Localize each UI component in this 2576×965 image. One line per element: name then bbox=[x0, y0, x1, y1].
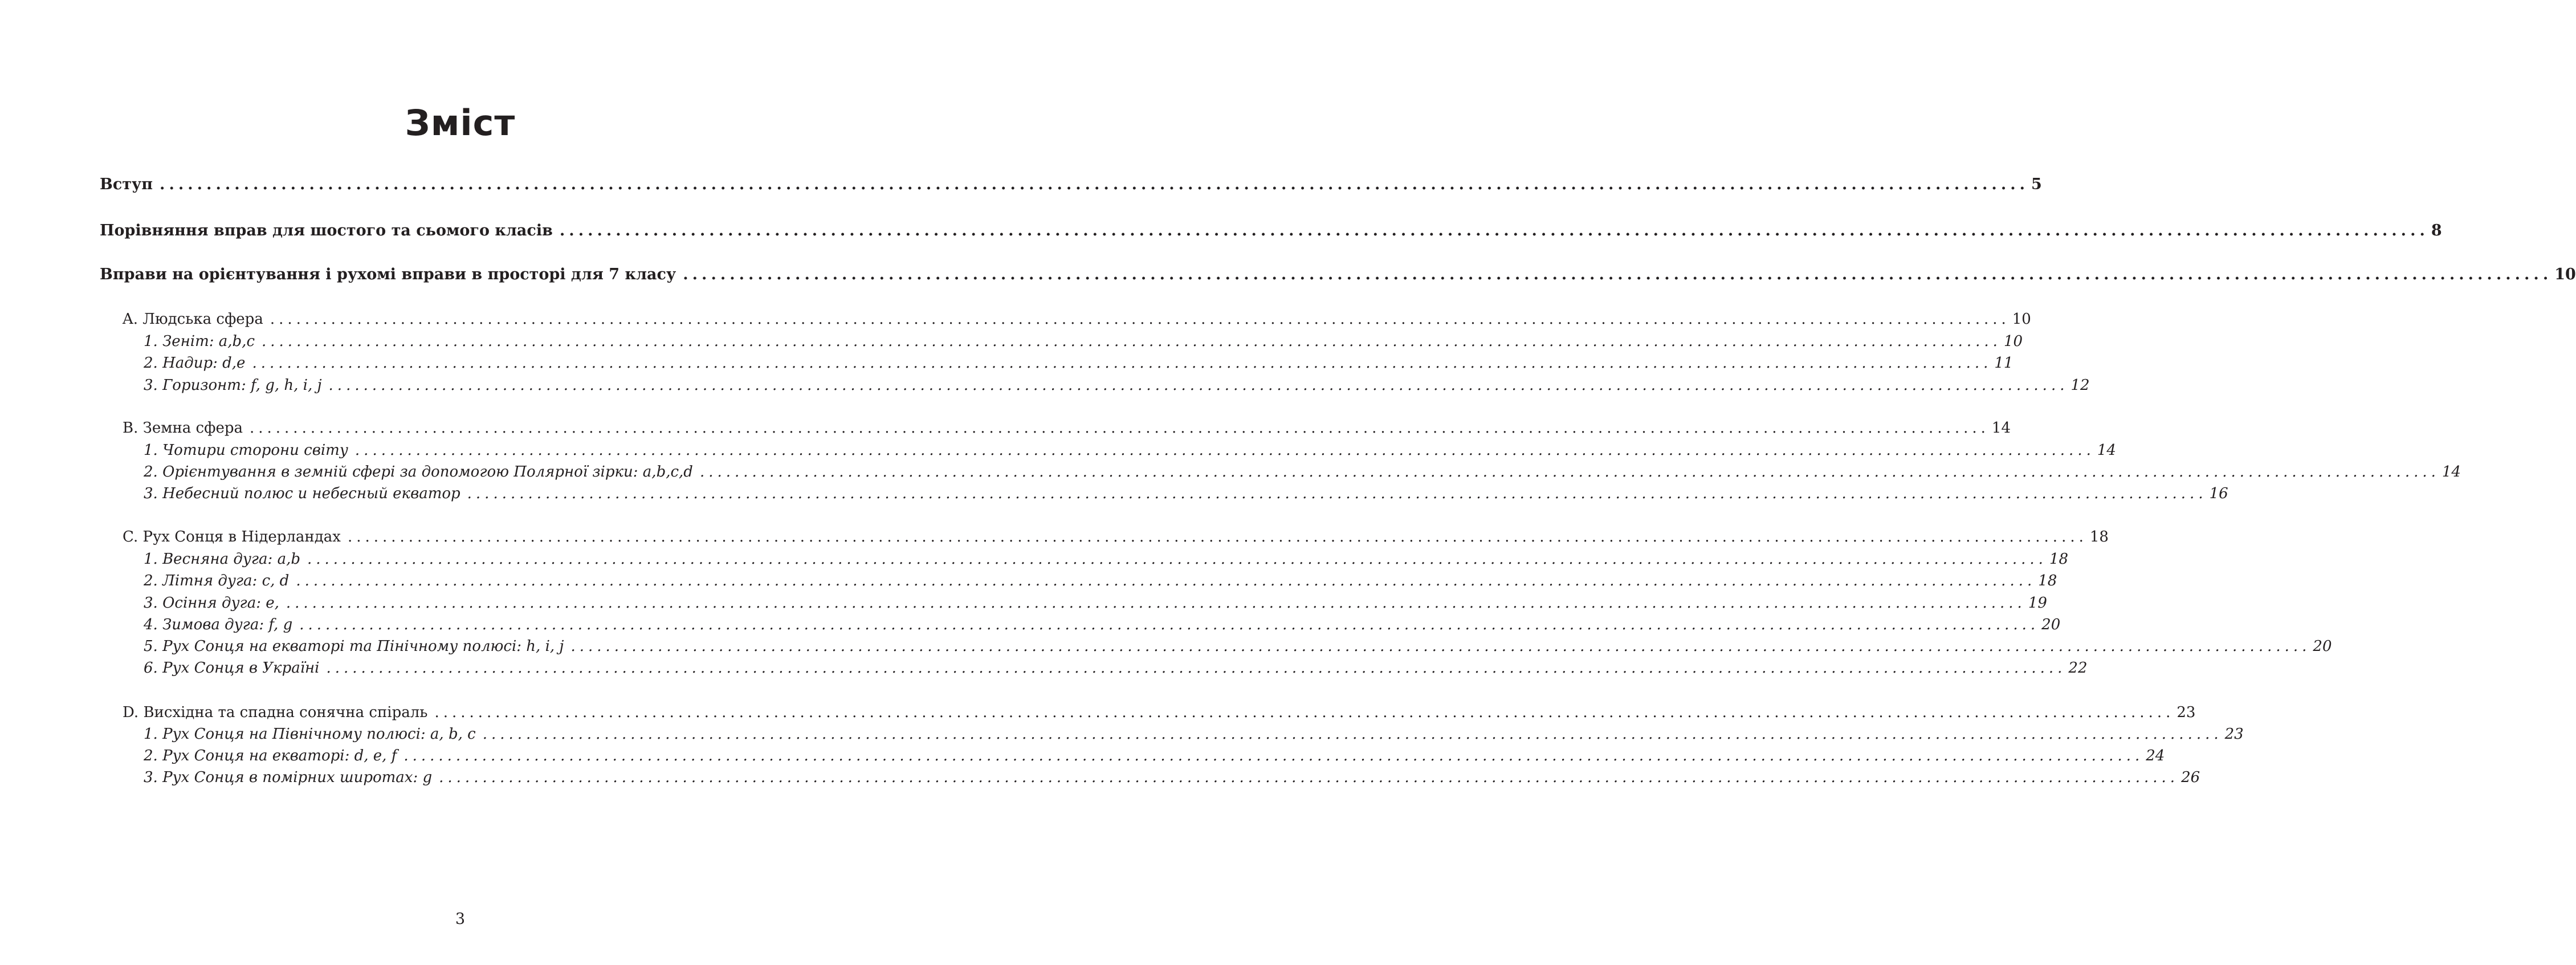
toc-entry-label: Вступ bbox=[100, 176, 153, 193]
toc-entry-page: 10 bbox=[2554, 266, 2576, 283]
leader-dots: ........................................................................................................................................................................................................ bbox=[252, 355, 1992, 372]
toc-section-c[interactable] bbox=[123, 528, 2109, 545]
leader-dots: ........................................................................................................................................................................................................ bbox=[467, 485, 2207, 502]
toc-entry-label: 2. Рух Сонця на екваторі: d, e, f bbox=[144, 747, 397, 764]
toc-subentry[interactable] bbox=[144, 551, 2069, 568]
toc-entry-page: 14 bbox=[2442, 463, 2461, 481]
toc-subentry[interactable] bbox=[144, 659, 2088, 677]
toc-subentry[interactable] bbox=[144, 442, 2116, 459]
toc-entry-page: 14 bbox=[1991, 420, 2011, 437]
toc-subentry[interactable] bbox=[144, 638, 2332, 655]
leader-dots: ........................................................................................................................................................................................................ bbox=[354, 442, 2095, 459]
toc-entry-label: 3. Рух Сонця в помірних широтах: g bbox=[144, 769, 433, 786]
toc-entry-label: 2. Орієнтування в земній сфері за допомогою Полярної зірки: a,b,c,d bbox=[144, 463, 693, 481]
toc-entry-page: 20 bbox=[2041, 616, 2061, 633]
leader-dots: ........................................................................................................................................................................................................ bbox=[570, 638, 2311, 655]
toc-entry-label: 1. Весняна дуга: a,b bbox=[144, 551, 300, 568]
toc-entry-label: 2. Літня дуга: c, d bbox=[144, 572, 290, 589]
toc-subentry[interactable] bbox=[144, 377, 2090, 394]
toc-entry-label: B. Земна сфера bbox=[123, 420, 243, 437]
toc-entry-label: 3. Небесний полюс и небесный екватор bbox=[144, 485, 460, 502]
toc-entry-page: 12 bbox=[2070, 377, 2090, 394]
toc-section-a[interactable] bbox=[123, 311, 2031, 328]
leader-dots: ........................................................................................................................................................................................................ bbox=[403, 747, 2144, 764]
toc-entry-page: 10 bbox=[2003, 333, 2023, 350]
toc-entry-page: 18 bbox=[2089, 528, 2109, 545]
toc-entry-page: 23 bbox=[2224, 726, 2244, 743]
toc-entry-label: 3. Осіння дуга: e, bbox=[144, 595, 279, 612]
toc-subentry[interactable] bbox=[144, 769, 2200, 786]
leader-dots: ........................................................................................................................................................................................................ bbox=[160, 176, 2029, 193]
toc-entry-label: 6. Рух Сонця в Україні bbox=[144, 659, 320, 677]
leader-dots: ........................................................................................................................................................................................................ bbox=[347, 528, 2088, 545]
toc-entry-label: 3. Горизонт: f, g, h, i, j bbox=[144, 377, 322, 394]
leader-dots: ........................................................................................................................................................................................................ bbox=[328, 377, 2069, 394]
leader-dots: ........................................................................................................................................................................................................ bbox=[482, 726, 2223, 743]
toc-entry-page: 24 bbox=[2146, 747, 2165, 764]
toc-entry-label: 1. Зеніт: a,b,c bbox=[144, 333, 255, 350]
leader-dots: ........................................................................................................................................................................................................ bbox=[683, 266, 2553, 283]
toc-entry-exercises[interactable] bbox=[100, 266, 2576, 283]
toc-subentry[interactable] bbox=[144, 463, 2461, 481]
toc-entry-page: 11 bbox=[1994, 355, 2013, 372]
toc-entry-page: 10 bbox=[2012, 311, 2031, 328]
page-title: Зміст bbox=[405, 102, 516, 144]
toc-entry-page: 8 bbox=[2431, 222, 2442, 239]
toc-entry-label: C. Рух Сонця в Нідерландах bbox=[123, 528, 341, 545]
leader-dots: ........................................................................................................................................................................................................ bbox=[270, 311, 2010, 328]
leader-dots: ........................................................................................................................................................................................................ bbox=[249, 420, 1990, 437]
toc-entry-label: 4. Зимова дуга: f, g bbox=[144, 616, 293, 633]
leader-dots: ........................................................................................................................................................................................................ bbox=[326, 659, 2066, 677]
toc-section-d[interactable] bbox=[123, 704, 2196, 721]
toc-entry-page: 14 bbox=[2097, 442, 2116, 459]
toc-subentry[interactable] bbox=[144, 355, 2013, 372]
toc-entry-page: 26 bbox=[2181, 769, 2200, 786]
leader-dots: ........................................................................................................................................................................................................ bbox=[296, 572, 2036, 589]
toc-subentry[interactable] bbox=[144, 726, 2244, 743]
toc-subentry[interactable] bbox=[144, 616, 2061, 633]
toc-entry-page: 23 bbox=[2176, 704, 2196, 721]
toc-entry-label: 2. Надир: d,e bbox=[144, 355, 246, 372]
toc-entry-intro[interactable] bbox=[100, 176, 2042, 193]
toc-entry-label: 1. Чотири сторони світу bbox=[144, 442, 348, 459]
leader-dots: ........................................................................................................................................................................................................ bbox=[262, 333, 2002, 350]
toc-entry-comparison[interactable] bbox=[100, 222, 2442, 239]
toc-entry-label: Порівняння вправ для шостого та сьомого класів bbox=[100, 222, 553, 239]
toc-entry-page: 18 bbox=[2038, 572, 2057, 589]
toc-entry-page: 16 bbox=[2209, 485, 2228, 502]
leader-dots: ........................................................................................................................................................................................................ bbox=[559, 222, 2429, 239]
leader-dots: ........................................................................................................................................................................................................ bbox=[699, 463, 2440, 481]
leader-dots: ........................................................................................................................................................................................................ bbox=[307, 551, 2047, 568]
toc-subentry[interactable] bbox=[144, 485, 2228, 502]
page-number: 3 bbox=[455, 910, 466, 928]
toc-subentry[interactable] bbox=[144, 595, 2047, 612]
toc-entry-label: A. Людська сфера bbox=[123, 311, 263, 328]
leader-dots: ........................................................................................................................................................................................................ bbox=[439, 769, 2179, 786]
toc-entry-page: 19 bbox=[2028, 595, 2047, 612]
toc-entry-label: D. Висхідна та спадна сонячна спіраль bbox=[123, 704, 428, 721]
toc-entry-page: 22 bbox=[2068, 659, 2088, 677]
toc-section-b[interactable] bbox=[123, 420, 2011, 437]
toc-entry-page: 20 bbox=[2313, 638, 2332, 655]
toc-entry-page: 18 bbox=[2049, 551, 2069, 568]
toc-subentry[interactable] bbox=[144, 747, 2165, 764]
toc-subentry[interactable] bbox=[144, 333, 2023, 350]
leader-dots: ........................................................................................................................................................................................................ bbox=[286, 595, 2026, 612]
toc-subentry[interactable] bbox=[144, 572, 2057, 589]
toc-entry-label: Вправи на орієнтування і рухомі вправи в просторі для 7 класу bbox=[100, 266, 676, 283]
leader-dots: ........................................................................................................................................................................................................ bbox=[299, 616, 2040, 633]
leader-dots: ........................................................................................................................................................................................................ bbox=[434, 704, 2175, 721]
toc-entry-label: 5. Рух Сонця на екваторі та Пінічному полюсі: h, i, j bbox=[144, 638, 564, 655]
toc-entry-page: 5 bbox=[2031, 176, 2042, 193]
toc-entry-label: 1. Рух Сонця на Північному полюсі: a, b, c bbox=[144, 726, 476, 743]
